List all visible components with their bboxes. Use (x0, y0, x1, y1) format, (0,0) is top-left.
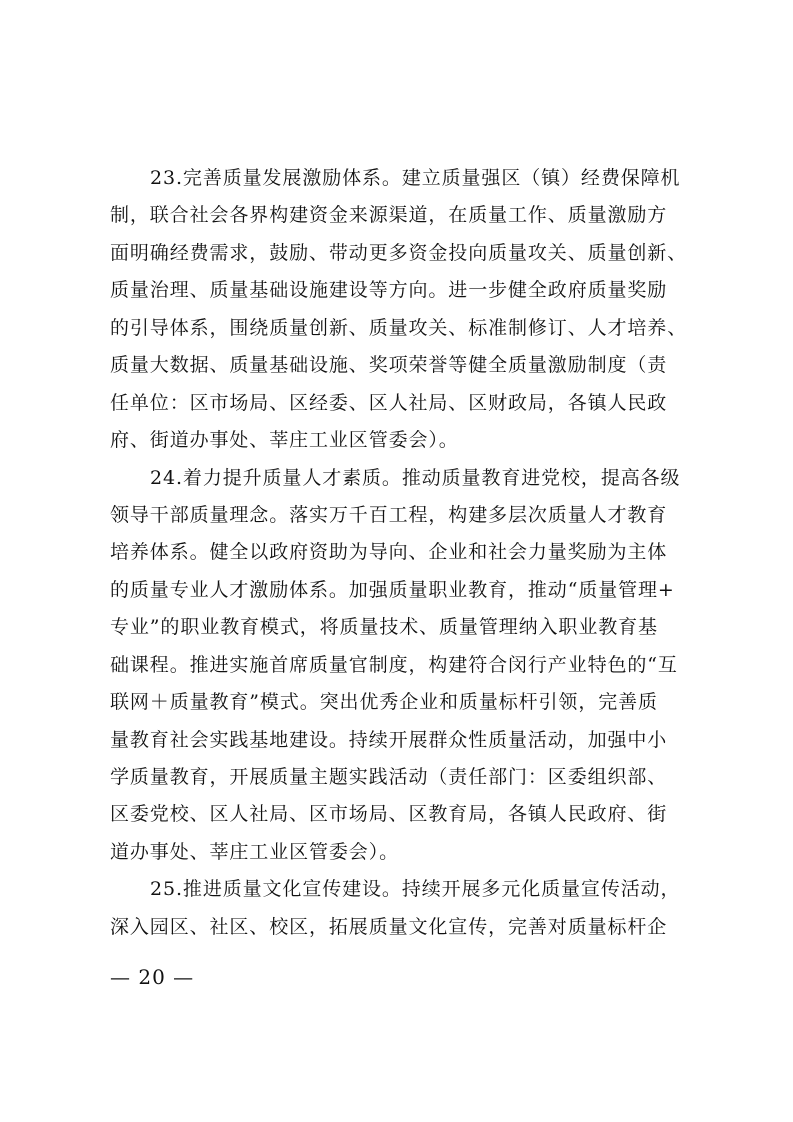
document-body (110, 160, 690, 946)
text-line: 专业”的职业教育模式，将质量技术、质量管理纳入职业教育基 (110, 616, 658, 639)
text-line: 25.推进质量文化宣传建设。持续开展多元化质量宣传活动， (150, 878, 681, 901)
text-line: 学质量教育，开展质量主题实践活动（责任部门：区委组织部、 (110, 766, 668, 788)
text-line: 的引导体系，围绕质量创新、质量攻关、标准制修订、人才培养、 (110, 316, 688, 339)
paragraph-23 (110, 160, 690, 460)
text-line: 联网＋质量教育”模式。突出优秀企业和质量标杆引领，完善质 (110, 691, 658, 714)
paragraph-25 (110, 871, 690, 946)
text-line: 区委党校、区人社局、区市场局、区教育局，各镇人民政府、街 (110, 803, 668, 826)
text-line: 质量治理、质量基础设施建设等方向。进一步健全政府质量奖励 (110, 279, 668, 302)
text-line: 制，联合社会各界构建资金来源渠道，在质量工作、质量激励方 (110, 204, 668, 227)
text-line: 础课程。推进实施首席质量官制度，构建符合闵行产业特色的“互 (110, 653, 678, 676)
text-line: 府、街道办事处、莘庄工业区管委会）。 (110, 429, 459, 452)
text-line: 量教育社会实践基地建设。持续开展群众性质量活动，加强中小 (110, 728, 668, 751)
text-line: 的质量专业人才激励体系。加强质量职业教育，推动“质量管理+ (110, 578, 675, 601)
paragraph-24 (110, 460, 690, 872)
page-number: — 20 — (110, 965, 195, 989)
text-line: 培养体系。健全以政府资助为导向、企业和社会力量奖励为主体 (110, 541, 668, 564)
text-line: 道办事处、莘庄工业区管委会）。 (110, 840, 400, 863)
text-line: 23.完善质量发展激励体系。建立质量强区（镇）经费保障机 (150, 167, 681, 189)
text-line: 面明确经费需求，鼓励、带动更多资金投向质量攻关、质量创新、 (110, 241, 688, 264)
text-line: 质量大数据、质量基础设施、奖项荣誉等健全质量激励制度（责 (110, 354, 668, 377)
text-line: 领导干部质量理念。落实万千百工程，构建多层次质量人才教育 (110, 503, 668, 526)
text-line: 任单位：区市场局、区经委、区人社局、区财政局，各镇人民政 (110, 391, 668, 414)
text-line: 深入园区、社区、校区，拓展质量文化宣传，完善对质量标杆企 (110, 915, 668, 938)
text-line: 24.着力提升质量人才素质。推动质量教育进党校，提高各级 (150, 466, 681, 489)
